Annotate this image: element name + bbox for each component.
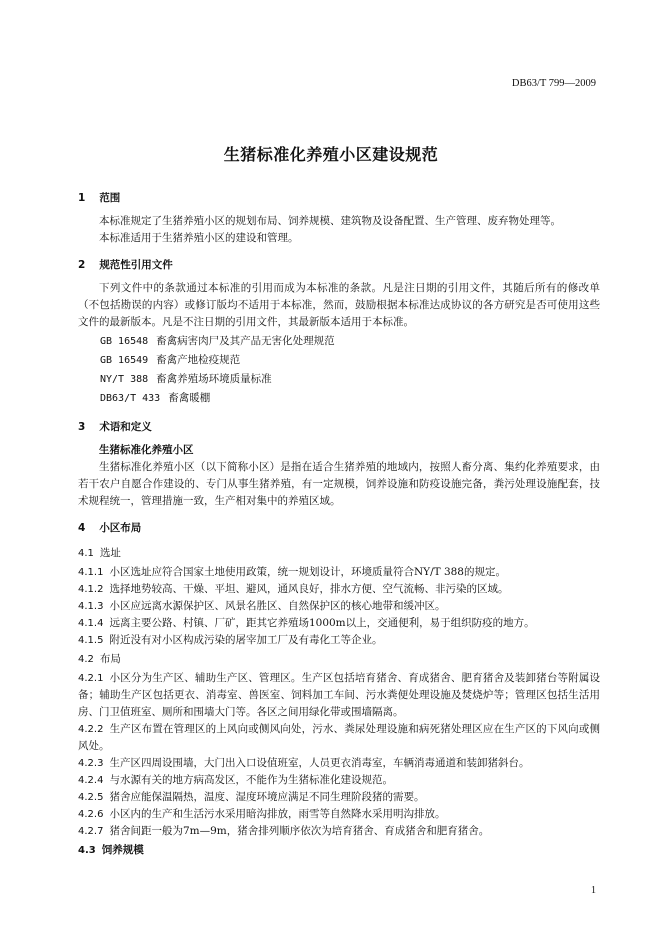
section-number: 4 [78,522,86,534]
clause [78,823,600,840]
section-heading-layout [78,520,600,537]
section-title: 范围 [99,192,121,204]
section-number: 2 [78,259,86,271]
clause [78,581,600,598]
clause-text: 远离主要公路、村镇、厂矿，距其它养殖场1000m以上，交通便利，易于组织防疫的地方。 [109,617,535,629]
clause-number: 4.2.1 [78,673,104,684]
clause-number: 4.2.5 [78,792,104,803]
clause [78,721,600,755]
clause-number: 4.1.1 [78,567,104,578]
reference-name: 畜禽暖棚 [168,392,211,404]
section-heading-normative-references [78,257,600,274]
paragraph: 本标准适用于生猪养殖小区的建设和管理。 [99,232,299,244]
clause [78,670,600,721]
clause-number: 4.2.4 [78,775,104,786]
clause-text: 小区选址应符合国家土地使用政策，统一规划设计，环境质量符合NY/T 388的规定。 [109,566,506,578]
clause-text: 小区应远离水源保护区、风景名胜区、自然保护区的核心地带和缓冲区。 [109,600,446,612]
reference-name: 畜禽产地检疫规范 [156,354,241,366]
subsection-number: 4.1 [78,548,94,559]
subsection-number: 4.2 [78,654,94,665]
reference-list [100,333,600,407]
clause-text: 附近没有对小区构成污染的屠宰加工厂及有毒化工等企业。 [109,634,383,646]
term-definition: 生猪标准化养殖小区（以下简称小区）是指在适合生猪养殖的地域内，按照人畜分离、集约化养殖要求，由若干农户自愿合作建设的、专门从事生猪养殖，有一定规模，饲养设施和防疫设施完备，粪污处理设施配套，技术规程统一，管理措施一致，生产相对集中的养殖区域。 [78,461,600,507]
clause-number: 4.1.2 [78,584,104,595]
clause [78,598,600,615]
subsection-heading-layout [78,651,600,668]
clause-text: 选择地势较高、干燥、平坦、避风，通风良好，排水方便、空气流畅、非污染的区域。 [109,583,509,595]
clause-number: 4.2.6 [78,809,104,820]
clause [78,772,600,789]
clause-number: 4.2.7 [78,826,104,837]
subsection-number: 4.3 [78,845,96,856]
page-number: 1 [591,885,596,896]
reference-code: GB 16548 [100,336,149,347]
clause-number: 4.2.2 [78,724,104,735]
paragraph: 下列文件中的条款通过本标准的引用而成为本标准的条款。凡是注日期的引用文件，其随后所有的修改单（不包括勘误的内容）或修订版均不适用于本标准，然而，鼓励根据本标准达成协议的各方研究是否可使用这些文件的最新版本。凡是不注日期的引用文件，其最新版本适用于本标准。 [78,282,600,328]
clause-text: 生产区布置在管理区的上风向或侧风向处，污水、粪尿处理设施和病死猪处理区应在生产区的下风向或侧风处。 [78,723,600,752]
clause [78,564,600,581]
subsection-title: 选址 [99,547,121,559]
clause-number: 4.1.3 [78,601,104,612]
clause-text: 与水源有关的地方病高发区，不能作为生猪标准化建设规范。 [109,774,393,786]
section-title: 术语和定义 [99,421,152,433]
page-title: 生猪标准化养殖小区建设规范 [223,145,439,164]
subsection-heading-site [78,545,600,562]
reference-item [100,371,600,388]
clause-text: 小区分为生产区、辅助生产区、管理区。生产区包括培育猪舍、育成猪舍、肥育猪舍及装卸猪台等附属设备；辅助生产区包括更衣、消毒室、兽医室、饲料加工车间、污水粪便处理设施及焚烧炉等；管理区包括生活用房、门卫值班室、厕所和围墙大门等。各区之间用绿化带或围墙隔离。 [78,672,600,718]
section-title: 规范性引用文件 [99,259,173,271]
reference-item [100,352,600,369]
clause [78,615,600,632]
term-title: 生猪标准化养殖小区 [99,444,194,456]
reference-item [100,333,600,350]
section-heading-terms [78,419,600,436]
section-title: 小区布局 [99,522,142,534]
subsection-title: 饲养规模 [101,844,144,856]
clause [78,789,600,806]
clause [78,755,600,772]
document-body [78,190,600,861]
clause-text: 猪舍间距一般为7m—9m，猪舍排列顺序依次为培育猪舍、育成猪舍和肥育猪舍。 [109,825,490,837]
clause [78,632,600,649]
clause-number: 4.1.4 [78,618,104,629]
clause-number: 4.1.5 [78,635,104,646]
document-number: DB63/T 799—2009 [511,78,596,89]
clause-number: 4.2.3 [78,758,104,769]
reference-code: GB 16549 [100,355,149,366]
section-number: 1 [78,192,86,204]
paragraph: 本标准规定了生猪养殖小区的规划布局、饲养规模、建筑物及设备配置、生产管理、废弃物处理等。 [99,215,561,227]
reference-name: 畜禽病害肉尸及其产品无害化处理规范 [156,335,335,347]
section-heading-scope [78,190,600,207]
subsection-title: 布局 [99,653,121,665]
reference-item [100,390,600,407]
clause [78,806,600,823]
clause-text: 小区内的生产和生活污水采用暗沟排放，雨雪等自然降水采用明沟排放。 [109,808,446,820]
reference-name: 畜禽养殖场环境质量标准 [156,373,272,385]
reference-code: NY/T 388 [100,374,149,385]
section-number: 3 [78,421,86,433]
clause-text: 猪舍应能保温隔热，温度、湿度环境应满足不同生理阶段猪的需要。 [109,791,425,803]
subsection-heading-scale [78,842,600,859]
reference-code: DB63/T 433 [100,393,161,404]
clause-text: 生产区四周设围墙，大门出入口设值班室，人员更衣消毒室，车辆消毒通道和装卸猪斜台。 [109,757,530,769]
